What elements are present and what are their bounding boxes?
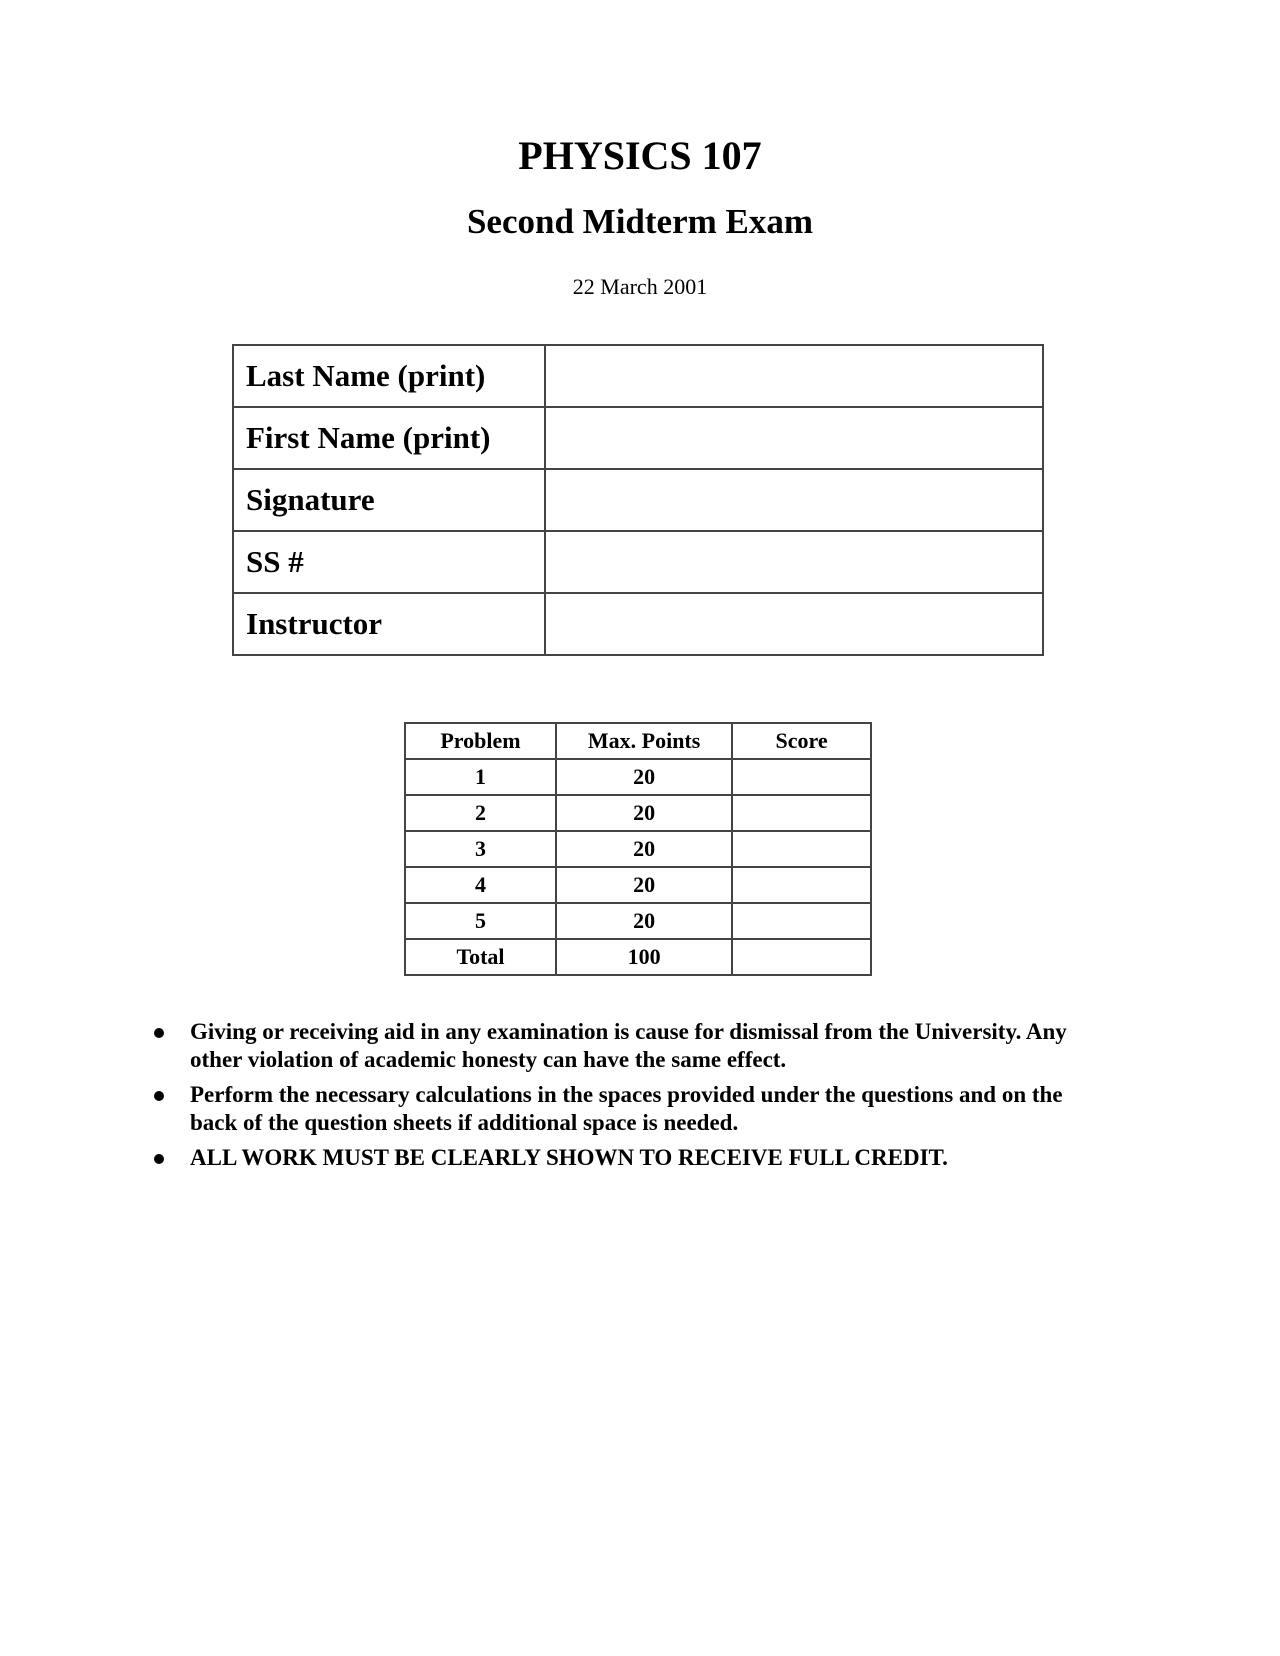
max-points: 20 <box>556 759 732 795</box>
bullet-icon <box>154 1028 164 1038</box>
list-item <box>150 1144 1110 1172</box>
problem-number: 2 <box>405 795 556 831</box>
instruction-text: Perform the necessary calculations in the spaces provided under the questions and on the back of the question sheets if additional space is needed. <box>190 1082 1063 1135</box>
problem-number: 4 <box>405 867 556 903</box>
last-name-label: Last Name (print) <box>233 345 545 407</box>
max-points: 20 <box>556 903 732 939</box>
score-column-header: Score <box>732 723 871 759</box>
instruction-text: ALL WORK MUST BE CLEARLY SHOWN TO RECEIVE FULL CREDIT. <box>190 1145 948 1170</box>
info-row-first-name <box>233 407 1043 469</box>
instructor-label: Instructor <box>233 593 545 655</box>
total-label: Total <box>405 939 556 975</box>
score-table-header-row <box>405 723 871 759</box>
score-cell[interactable] <box>732 759 871 795</box>
table-row <box>405 759 871 795</box>
info-row-signature <box>233 469 1043 531</box>
table-row <box>405 795 871 831</box>
score-cell[interactable] <box>732 903 871 939</box>
total-row <box>405 939 871 975</box>
first-name-label: First Name (print) <box>233 407 545 469</box>
ss-number-label: SS # <box>233 531 545 593</box>
score-cell[interactable] <box>732 867 871 903</box>
max-points: 20 <box>556 795 732 831</box>
problem-column-header: Problem <box>405 723 556 759</box>
list-item <box>150 1081 1110 1137</box>
score-cell[interactable] <box>732 795 871 831</box>
info-row-last-name <box>233 345 1043 407</box>
instructions-list <box>150 1018 1110 1179</box>
info-row-ss-number <box>233 531 1043 593</box>
table-row <box>405 867 871 903</box>
score-cell[interactable] <box>732 831 871 867</box>
exam-title: Second Midterm Exam <box>466 202 814 241</box>
bullet-icon <box>154 1154 164 1164</box>
max-points-column-header: Max. Points <box>556 723 732 759</box>
score-table <box>404 722 872 976</box>
total-max-points: 100 <box>556 939 732 975</box>
ss-number-field[interactable] <box>545 531 1044 593</box>
table-row <box>405 831 871 867</box>
problem-number: 5 <box>405 903 556 939</box>
max-points: 20 <box>556 867 732 903</box>
signature-field[interactable] <box>545 469 1044 531</box>
problem-number: 3 <box>405 831 556 867</box>
table-row <box>405 903 871 939</box>
list-item <box>150 1018 1110 1074</box>
student-info-table <box>232 344 1044 656</box>
course-title: PHYSICS 107 <box>518 133 762 178</box>
max-points: 20 <box>556 831 732 867</box>
exam-date: 22 March 2001 <box>572 274 708 299</box>
bullet-icon <box>154 1091 164 1101</box>
last-name-field[interactable] <box>545 345 1044 407</box>
signature-label: Signature <box>233 469 545 531</box>
problem-number: 1 <box>405 759 556 795</box>
total-score-cell[interactable] <box>732 939 871 975</box>
info-row-instructor <box>233 593 1043 655</box>
first-name-field[interactable] <box>545 407 1044 469</box>
instruction-text: Giving or receiving aid in any examination is cause for dismissal from the University. Any other violation of academic honesty can have the same effect. <box>190 1019 1067 1072</box>
instructor-field[interactable] <box>545 593 1044 655</box>
